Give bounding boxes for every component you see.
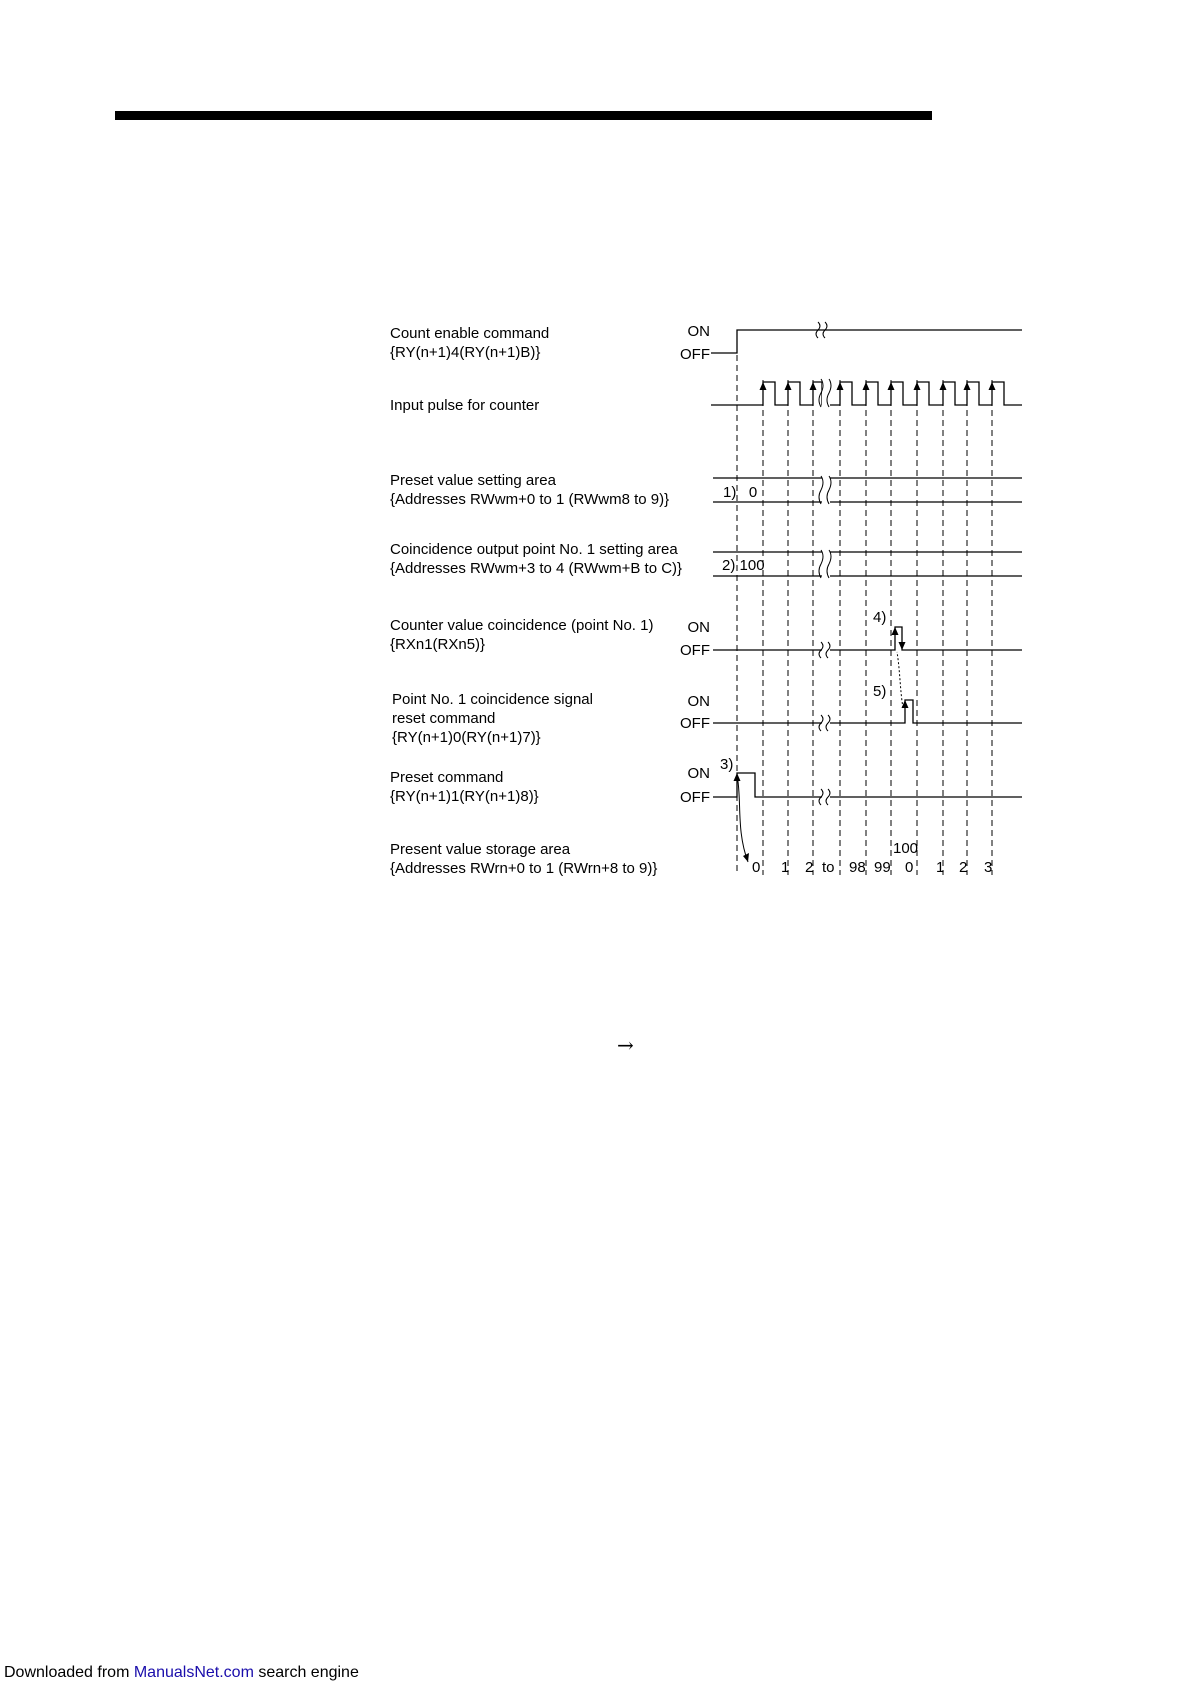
present-value-item: 99 <box>874 859 891 876</box>
coincidence-reset-waveform <box>713 700 1022 723</box>
present-value-item: 2 <box>959 859 968 876</box>
present-value-item: 1 <box>936 859 945 876</box>
preset-value-value: 1) 0 <box>723 484 758 501</box>
coincidence-reset-off-label: OFF <box>680 715 710 732</box>
count-enable-address: {RY(n+1)4(RY(n+1)B)} <box>390 344 541 361</box>
preset-command-label: Preset command <box>390 769 504 786</box>
coincidence-reset-on-label: ON <box>687 693 710 710</box>
present-value-item: 0 <box>905 859 914 876</box>
coincidence-setting-label: Coincidence output point No. 1 setting area <box>390 541 678 558</box>
count-enable-waveform <box>711 330 1022 353</box>
break-marks <box>816 322 831 805</box>
coincidence-reset-label-1: Point No. 1 coincidence signal <box>392 691 593 708</box>
marker-5: 5) <box>873 683 887 700</box>
present-value-item: 98 <box>849 859 866 876</box>
counter-coincidence-waveform <box>713 627 1022 650</box>
preset-value-address: {Addresses RWwm+0 to 1 (RWwm8 to 9)} <box>390 491 670 508</box>
preset-command-address: {RY(n+1)1(RY(n+1)8)} <box>390 788 539 805</box>
arrow-symbol: → <box>617 1033 634 1057</box>
preset-command-waveform <box>713 773 1022 797</box>
preset-value-label: Preset value setting area <box>390 472 556 489</box>
present-value-address: {Addresses RWrn+0 to 1 (RWrn+8 to 9)} <box>390 860 658 877</box>
coincidence-setting-value: 2) 100 <box>722 557 765 574</box>
present-value-item: to <box>822 859 835 876</box>
present-value-item: 0 <box>752 859 761 876</box>
preset-command-off-label: OFF <box>680 789 710 806</box>
present-value-item: 2 <box>805 859 814 876</box>
present-value-label: Present value storage area <box>390 841 571 858</box>
footer-link[interactable]: ManualsNet.com <box>133 1664 254 1681</box>
reset-effect-arrow <box>897 652 903 708</box>
coincidence-setting-address: {Addresses RWwm+3 to 4 (RWwm+B to C)} <box>390 560 683 577</box>
present-value-100: 100 <box>893 840 919 857</box>
counter-coincidence-off-label: OFF <box>680 642 710 659</box>
count-enable-off-label: OFF <box>680 346 710 363</box>
present-value-item: 1 <box>781 859 790 876</box>
counter-coincidence-label: Counter value coincidence (point No. 1) <box>390 617 654 634</box>
count-enable-label: Count enable command <box>390 325 550 342</box>
input-pulse-label: Input pulse for counter <box>390 397 540 414</box>
preset-command-on-label: ON <box>687 765 710 782</box>
footer <box>4 1663 359 1683</box>
coincidence-reset-address: {RY(n+1)0(RY(n+1)7)} <box>392 729 541 746</box>
coincidence-reset-label-2: reset command <box>392 710 496 727</box>
footer-prefix: Downloaded from <box>4 1664 134 1681</box>
marker-3: 3) <box>720 756 734 773</box>
count-enable-on-label: ON <box>687 323 710 340</box>
marker-4: 4) <box>873 609 887 626</box>
counter-coincidence-address: {RXn1(RXn5)} <box>390 636 486 653</box>
present-value-item: 3 <box>984 859 993 876</box>
preset-effect-arrow <box>737 775 748 862</box>
footer-suffix: search engine <box>253 1664 359 1681</box>
counter-coincidence-on-label: ON <box>687 619 710 636</box>
